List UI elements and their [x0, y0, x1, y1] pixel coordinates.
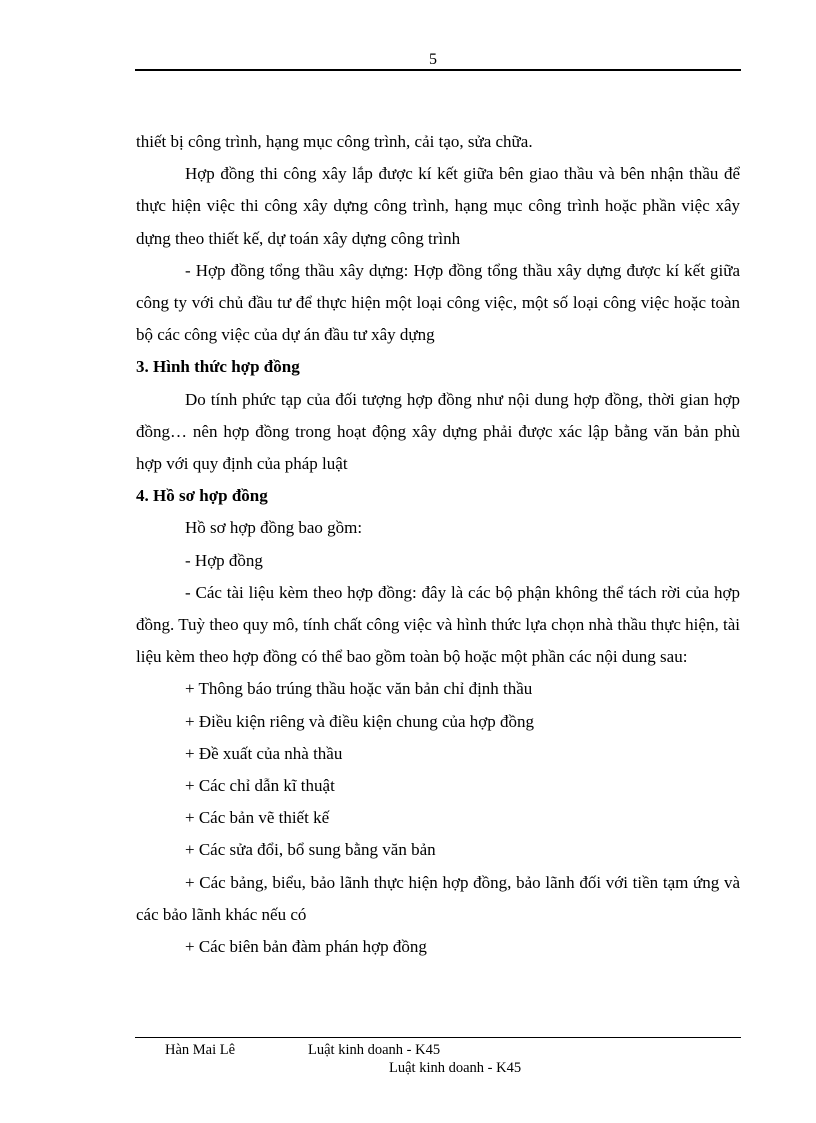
list-item: - Các tài liệu kèm theo hợp đồng: đây là các bộ phận không thể tách rời của hợp đồng. Tuỳ theo quy mô, tính chất công việc và hình thức lựa chọn nhà thầu thực hiện, tài liệu kèm theo hợp đồng có thể bao gồm toàn bộ hoặc một phần các nội dung sau: [136, 582, 740, 667]
footer-author: Hàn Mai Lê [165, 1042, 236, 1058]
list-item: + Thông báo trúng thầu hoặc văn bản chỉ định thầu [185, 679, 533, 699]
section-heading: 4. Hồ sơ hợp đồng [136, 486, 268, 506]
list-item: + Các chỉ dẫn kĩ thuật [185, 776, 335, 796]
paragraph: Do tính phức tạp của đối tượng hợp đồng như nội dung hợp đồng, thời gian hợp đồng… nên hợp đồng trong hoạt động xây dựng phải được xác lập bằng văn bản phù hợp với quy định của pháp luật [136, 389, 740, 474]
document-body [136, 126, 740, 963]
list-item: - Hợp đồng [185, 550, 263, 570]
section-heading: 3. Hình thức hợp đồng [136, 357, 300, 377]
footer-rule [135, 1037, 741, 1038]
footer-course-repeat: Luật kinh doanh - K45 [389, 1060, 522, 1076]
page-number: 5 [429, 51, 437, 68]
list-item: + Các bản vẽ thiết kế [185, 808, 330, 828]
paragraph: - Hợp đồng tổng thầu xây dựng: Hợp đồng tổng thầu xây dựng được kí kết giữa công ty với chủ đầu tư để thực hiện một loại công việc, một số loại công việc hoặc toàn bộ các công việc của dự án đầu tư xây dựng [136, 260, 740, 345]
paragraph: Hợp đồng thi công xây lắp được kí kết giữa bên giao thầu và bên nhận thầu để thực hiện việc thi công xây dựng công trình, hạng mục công trình hoặc phần việc xây dựng theo thiết kế, dự toán xây dựng công trình [136, 164, 740, 248]
paragraph: thiết bị công trình, hạng mục công trình, cải tạo, sửa chữa. [136, 132, 533, 151]
list-item: + Điều kiện riêng và điều kiện chung của hợp đồng [185, 711, 535, 731]
paragraph: Hồ sơ hợp đồng bao gồm: [185, 518, 363, 538]
list-item: + Các bảng, biểu, bảo lãnh thực hiện hợp đồng, bảo lãnh đối với tiền tạm ứng và các bảo lãnh khác nếu có [136, 872, 740, 924]
list-item: + Các biên bản đàm phán hợp đồng [185, 937, 427, 957]
header-rule [135, 69, 741, 71]
list-item: + Đề xuất của nhà thầu [185, 743, 343, 763]
list-item: + Các sửa đổi, bổ sung bằng văn bản [185, 840, 436, 860]
footer-course: Luật kinh doanh - K45 [308, 1042, 441, 1058]
